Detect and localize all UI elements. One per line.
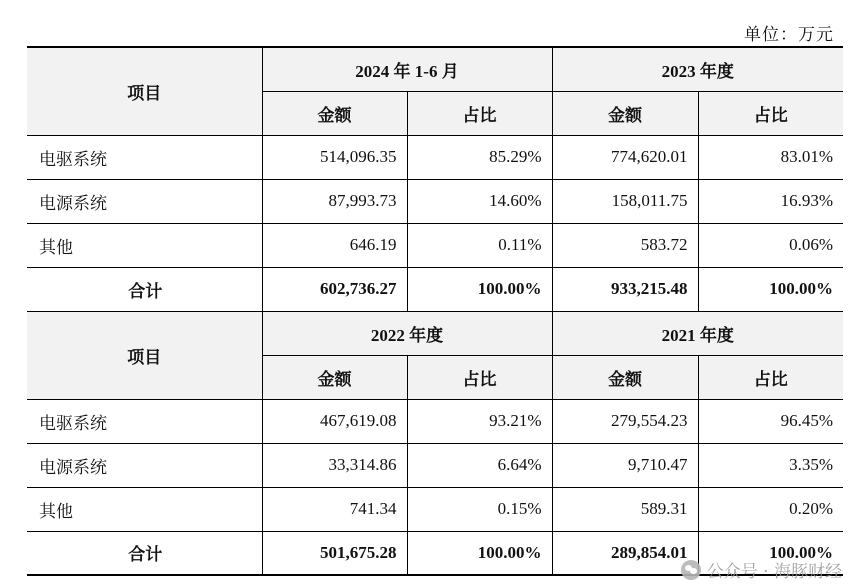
revenue-composition-table (27, 46, 843, 576)
ratio-cell: 6.64% (407, 443, 552, 487)
item-column-header: 项目 (27, 311, 262, 399)
ratio-column-header: 占比 (407, 355, 552, 399)
amount-cell: 33,314.86 (262, 443, 407, 487)
unit-note: 单位：万元 (744, 25, 834, 44)
row-label: 电源系统 (27, 179, 262, 223)
total-ratio-cell: 100.00% (698, 531, 843, 575)
table-row (27, 135, 843, 179)
total-amount-cell: 289,854.01 (552, 531, 698, 575)
amount-column-header: 金额 (552, 355, 698, 399)
ratio-column-header: 占比 (698, 355, 843, 399)
amount-column-header: 金额 (262, 355, 407, 399)
total-amount-cell: 501,675.28 (262, 531, 407, 575)
period-header: 2024 年 1-6 月 (262, 47, 552, 91)
amount-cell: 279,554.23 (552, 399, 698, 443)
ratio-cell: 0.15% (407, 487, 552, 531)
ratio-cell: 3.35% (698, 443, 843, 487)
amount-cell: 589.31 (552, 487, 698, 531)
total-label: 合计 (27, 267, 262, 311)
period-header: 2023 年度 (552, 47, 843, 91)
table-row (27, 179, 843, 223)
row-label: 电驱系统 (27, 399, 262, 443)
amount-column-header: 金额 (262, 91, 407, 135)
table-row (27, 443, 843, 487)
amount-cell: 158,011.75 (552, 179, 698, 223)
watermark (681, 557, 842, 582)
ratio-column-header: 占比 (407, 91, 552, 135)
ratio-column-header: 占比 (698, 91, 843, 135)
table-row (27, 223, 843, 267)
amount-column-header: 金额 (552, 91, 698, 135)
table-row (27, 487, 843, 531)
ratio-cell: 83.01% (698, 135, 843, 179)
period-header: 2022 年度 (262, 311, 552, 355)
watermark-text: 公众号 · 海豚财经 (706, 562, 842, 582)
table-row (27, 399, 843, 443)
ratio-cell: 14.60% (407, 179, 552, 223)
total-label: 合计 (27, 531, 262, 575)
total-ratio-cell: 100.00% (407, 531, 552, 575)
row-label: 其他 (27, 487, 262, 531)
amount-cell: 467,619.08 (262, 399, 407, 443)
ratio-cell: 85.29% (407, 135, 552, 179)
amount-cell: 646.19 (262, 223, 407, 267)
wechat-icon (681, 560, 701, 580)
amount-cell: 514,096.35 (262, 135, 407, 179)
section2-header-row (27, 311, 843, 355)
ratio-cell: 96.45% (698, 399, 843, 443)
total-ratio-cell: 100.00% (698, 267, 843, 311)
total-amount-cell: 933,215.48 (552, 267, 698, 311)
total-ratio-cell: 100.00% (407, 267, 552, 311)
amount-cell: 741.34 (262, 487, 407, 531)
total-row (27, 267, 843, 311)
amount-cell: 583.72 (552, 223, 698, 267)
row-label: 其他 (27, 223, 262, 267)
row-label: 电源系统 (27, 443, 262, 487)
row-label: 电驱系统 (27, 135, 262, 179)
ratio-cell: 93.21% (407, 399, 552, 443)
ratio-cell: 0.20% (698, 487, 843, 531)
total-amount-cell: 602,736.27 (262, 267, 407, 311)
ratio-cell: 0.06% (698, 223, 843, 267)
section1-header-row (27, 47, 843, 91)
period-header: 2021 年度 (552, 311, 843, 355)
amount-cell: 774,620.01 (552, 135, 698, 179)
item-column-header: 项目 (27, 47, 262, 135)
amount-cell: 87,993.73 (262, 179, 407, 223)
amount-cell: 9,710.47 (552, 443, 698, 487)
ratio-cell: 0.11% (407, 223, 552, 267)
ratio-cell: 16.93% (698, 179, 843, 223)
